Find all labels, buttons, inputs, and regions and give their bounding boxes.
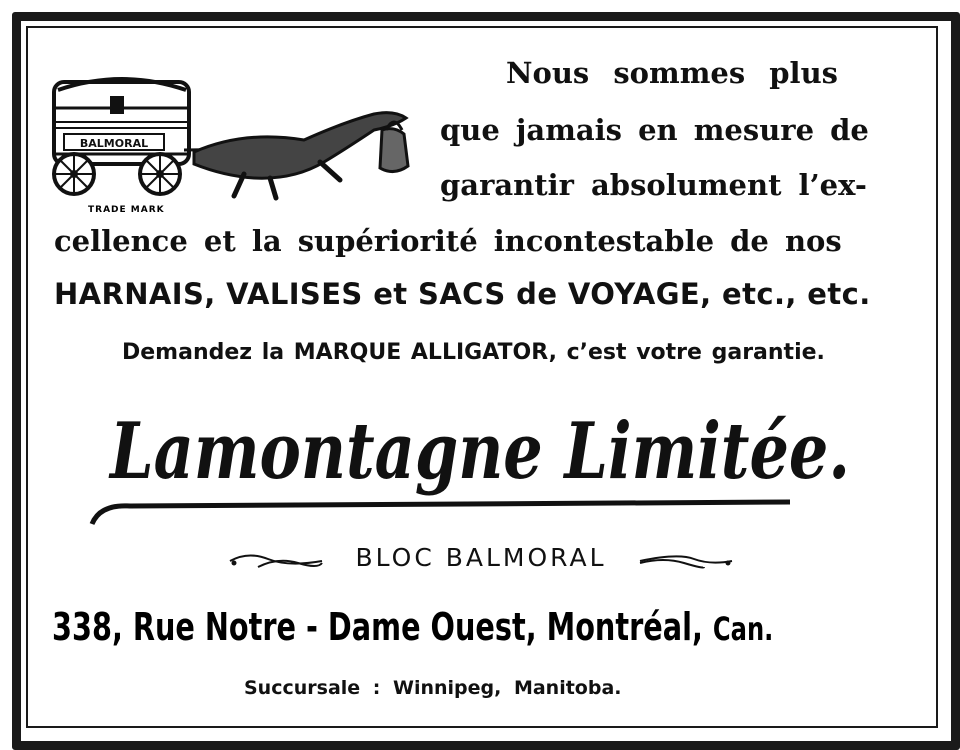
products-line: HARNAIS, VALISES et SACS de VOYAGE, etc., etc.: [54, 277, 871, 311]
brand-name-text: Lamontagne Limitée.: [108, 406, 850, 497]
alligator-trunk-illustration: [44, 70, 424, 220]
building-row: [228, 543, 734, 579]
flourish-left-icon: [228, 549, 324, 573]
brand-name: [90, 378, 890, 528]
trunk-label: BALMORAL: [79, 137, 149, 150]
flourish-right-icon: [638, 549, 734, 573]
intro-line-4: cellence et la supériorité incontestable de nos: [54, 224, 842, 258]
branch-line: Succursale : Winnipeg, Manitoba.: [244, 677, 622, 699]
building-name: BLOC BALMORAL: [355, 543, 607, 572]
tagline: Demandez la MARQUE ALLIGATOR, c’est votre garantie.: [122, 340, 825, 365]
intro-line-3: garantir absolument l’ex-: [440, 168, 867, 202]
street-address: 338, Rue Notre - Dame Ouest, Montréal,: [52, 605, 703, 649]
address-line: [52, 605, 774, 649]
intro-line-2: que jamais en mesure de: [440, 113, 869, 147]
trademark-label: TRADE MARK: [88, 205, 165, 215]
country-abbr: Can.: [712, 610, 774, 648]
intro-line-1: Nous sommes plus: [506, 56, 838, 90]
